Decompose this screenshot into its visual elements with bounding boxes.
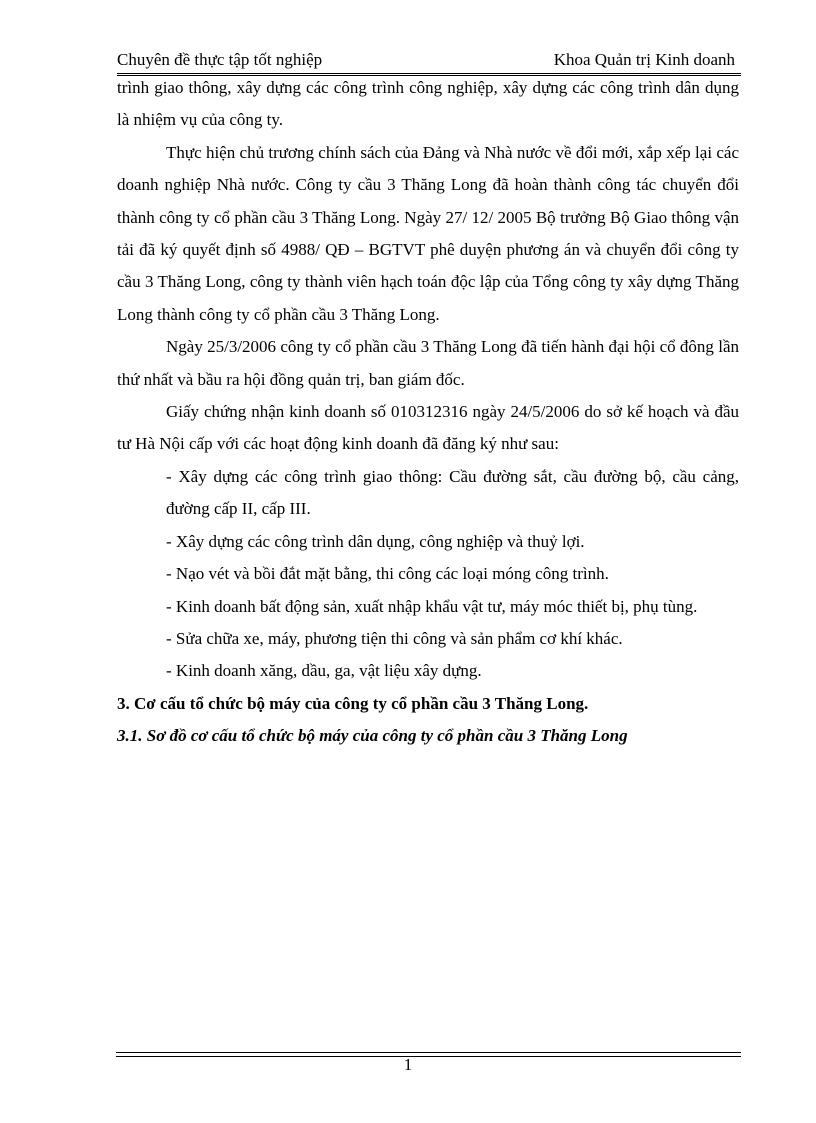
list-item: - Sửa chữa xe, máy, phương tiện thi công và sản phẩm cơ khí khác. xyxy=(166,628,623,648)
list-item: - Nạo vét và bồi đắt mặt bằng, thi công các loại móng công trình. xyxy=(166,564,609,584)
paragraph-continuation: trình giao thông, xây dựng các công trình công nghiệp, xây dựng các công trình dân dụng là nhiệm vụ của công ty. xyxy=(117,78,739,130)
list-item: - Xây dựng các công trình dân dụng, công nghiệp và thuỷ lợi. xyxy=(166,531,585,551)
list-item: - Xây dựng các công trình giao thông: Cầu đường sắt, cầu đường bộ, cầu cảng, đường cấp II, cấp III. xyxy=(166,466,739,519)
header-left-title: Chuyên đề thực tập tốt nghiệp xyxy=(117,50,323,69)
list-item: - Kinh doanh xăng, dầu, ga, vật liệu xây dựng. xyxy=(166,661,482,681)
page-number: 1 xyxy=(403,1055,413,1074)
paragraph-business-license: Giấy chứng nhận kinh doanh số 010312316 ngày 24/5/2006 do sở kế hoạch và đầu tư Hà Nội cấp với các hoạt động kinh doanh đã đăng ký như sau: xyxy=(117,402,739,454)
header-right-title: Khoa Quản trị Kinh doanh xyxy=(553,50,735,69)
subsection-heading: 3.1. Sơ đồ cơ cấu tổ chức bộ máy của công ty cổ phần cầu 3 Thăng Long xyxy=(117,726,628,746)
list-item: - Kinh doanh bất động sản, xuất nhập khẩu vật tư, máy móc thiết bị, phụ tùng. xyxy=(166,596,698,616)
paragraph-shareholder-meeting: Ngày 25/3/2006 công ty cổ phần cầu 3 Thăng Long đã tiến hành đại hội cổ đông lần thứ nhất và bầu ra hội đồng quản trị, ban giám đốc. xyxy=(117,337,739,389)
document-body xyxy=(117,72,739,753)
paragraph-conversion: Thực hiện chủ trương chính sách của Đảng và Nhà nước về đổi mới, xắp xếp lại các doanh nghiệp Nhà nước. Công ty cầu 3 Thăng Long đã hoàn thành công tác chuyển đổi thành công ty cổ phần cầu 3 Thăng Long. Ngày 27/ 12/ 2005 Bộ trưởng Bộ Giao thông vận tải đã ký quyết định số 4988/ QĐ – BGTVT phê duyện phương án và chuyển đổi công ty cầu 3 Thăng Long, công ty thành viên hạch toán độc lập của Tổng công ty xây dựng Thăng Long thành công ty cổ phần cầu 3 Thăng Long. xyxy=(117,142,739,324)
section-heading: 3. Cơ cấu tổ chức bộ máy của công ty cổ phần cầu 3 Thăng Long. xyxy=(117,693,589,713)
